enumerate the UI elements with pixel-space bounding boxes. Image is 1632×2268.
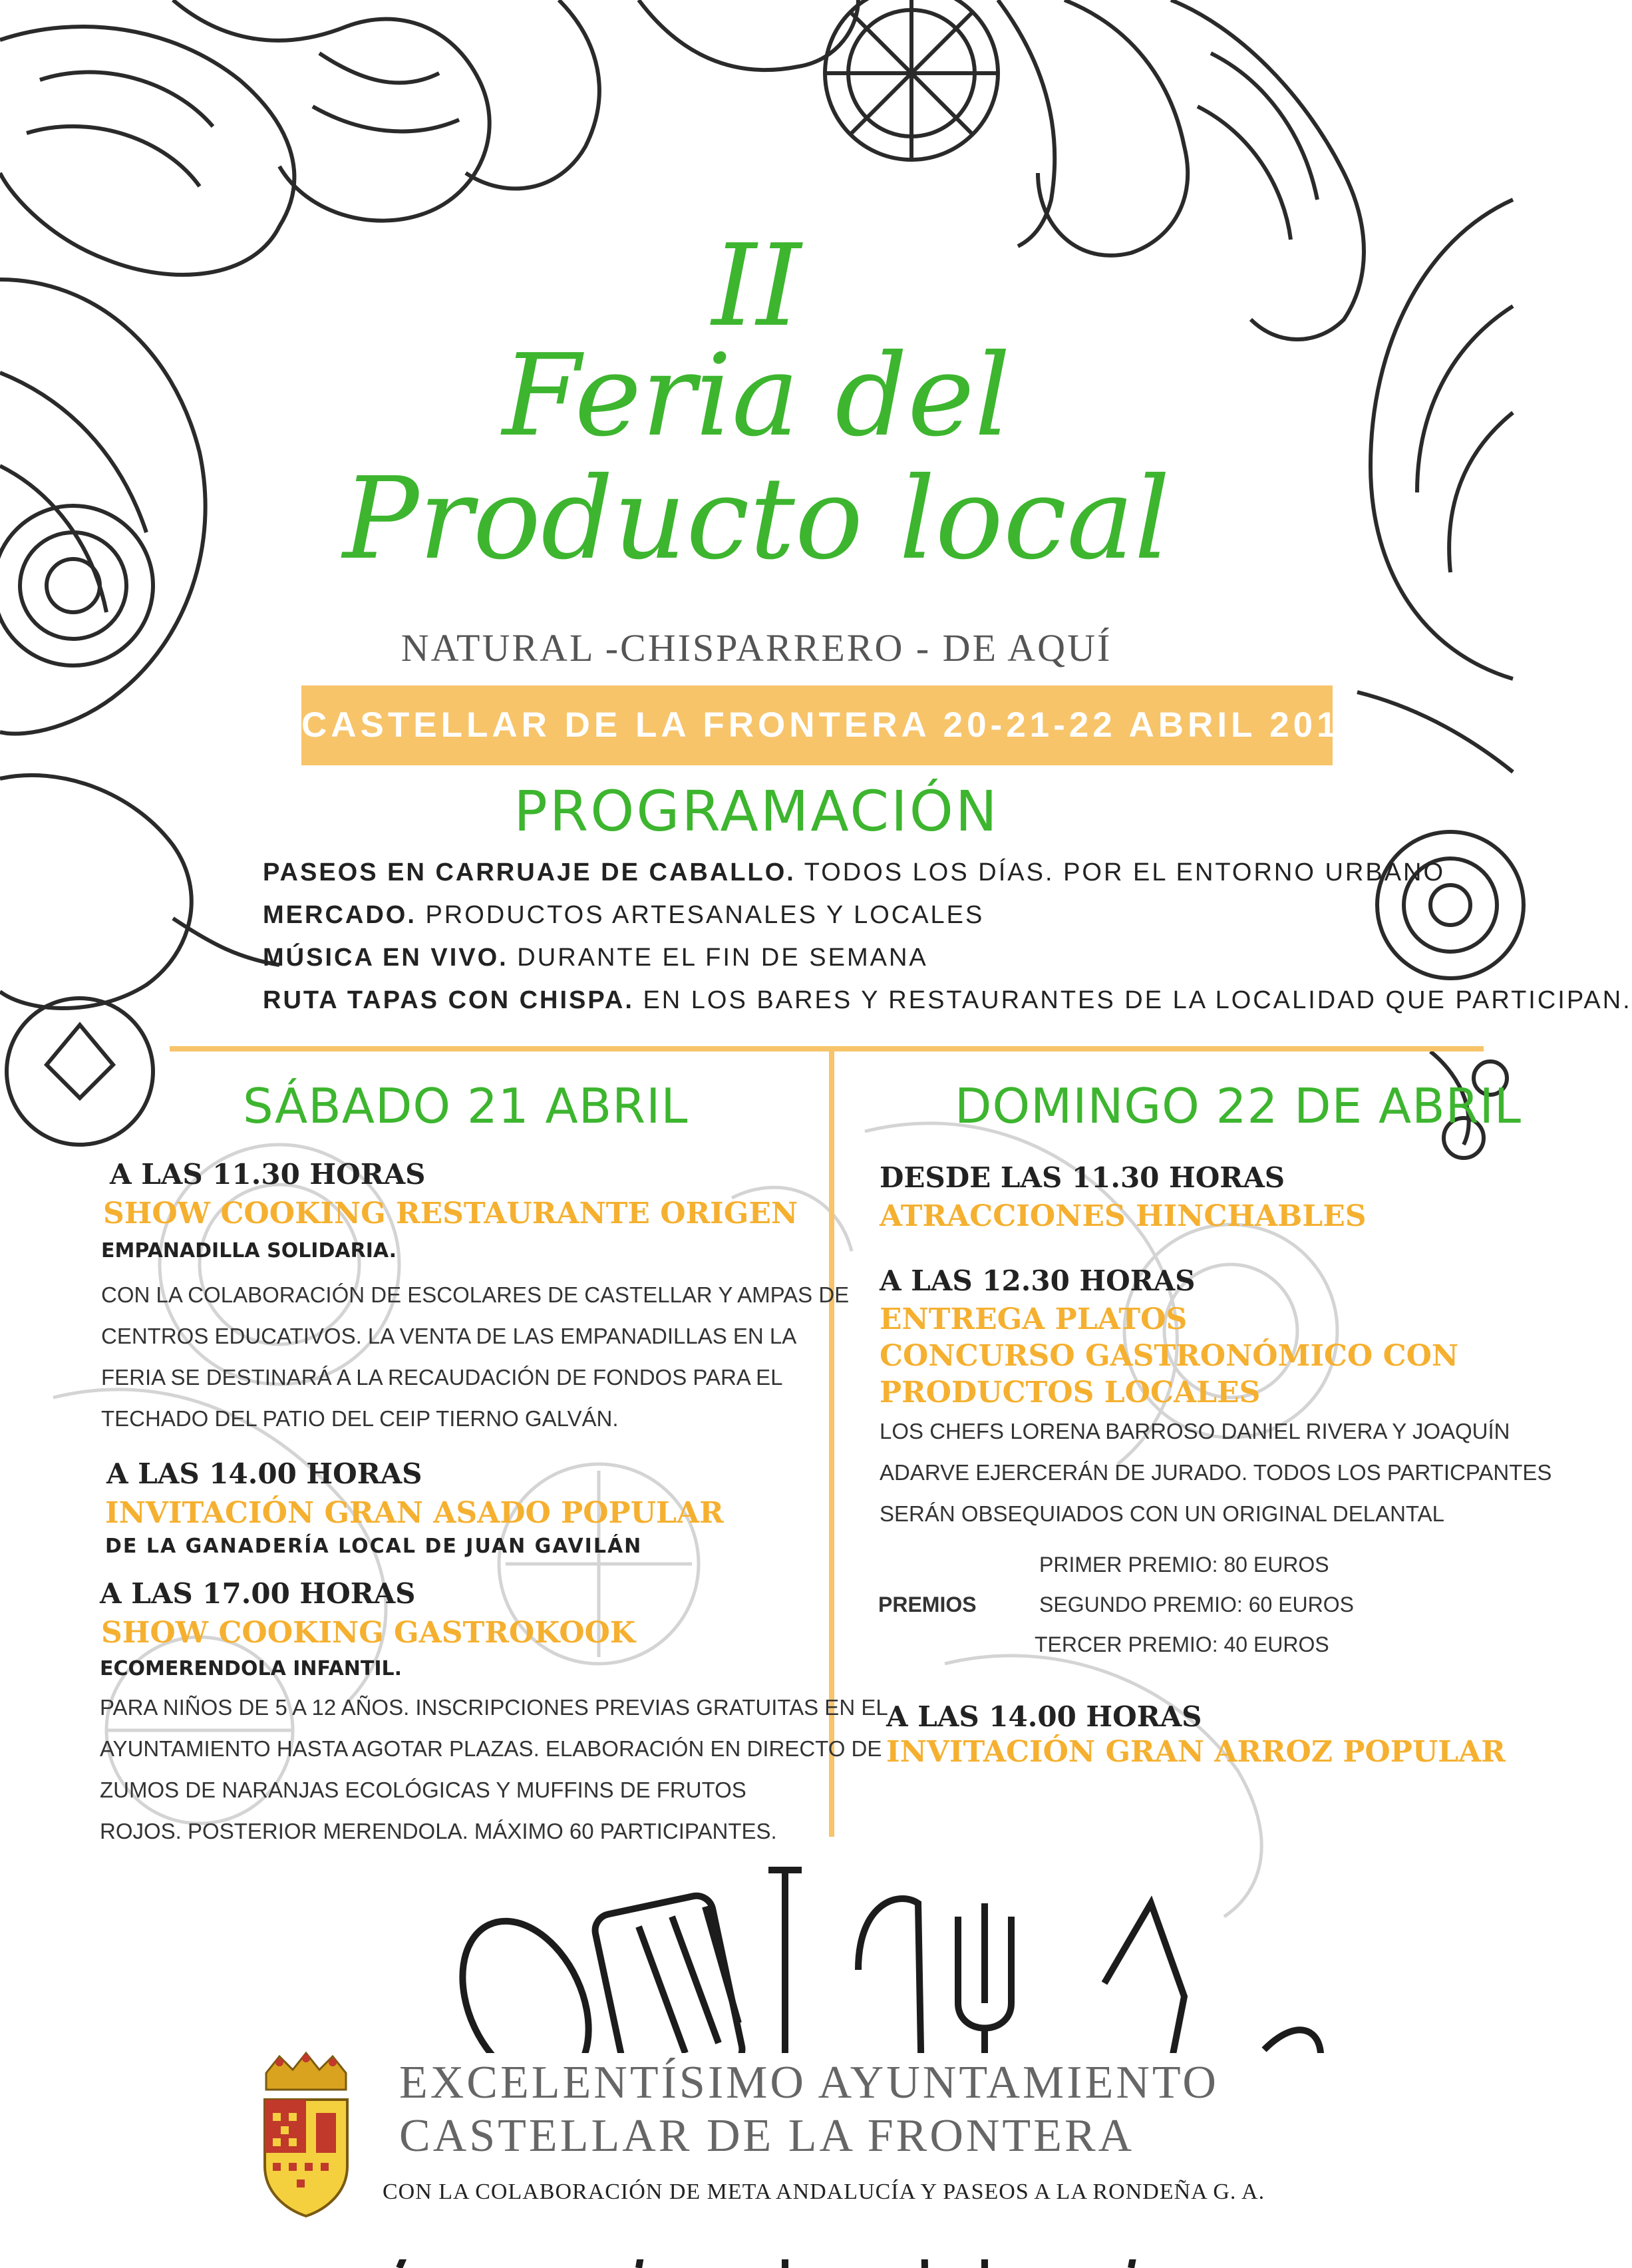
desc-line: AYUNTAMIENTO HASTA AGOTAR PLAZAS. ELABORACIÓN EN DIRECTO DE [100, 1736, 882, 1761]
schedule-top-divider [170, 1046, 1484, 1051]
prog-item-2-bold: MERCADO. [263, 901, 416, 929]
sat-event1-sub: EMPANADILLA SOLIDARIA. [101, 1239, 397, 1262]
desc-line: SERÁN OBSEQUIADOS CON UN ORIGINAL DELANTAL [880, 1501, 1445, 1526]
prog-item-4-bold: RUTA TAPAS CON CHISPA. [263, 986, 634, 1014]
title-line: ENTREGA PLATOS [880, 1302, 1188, 1336]
sun-event2-title [880, 1301, 1458, 1411]
title-line: CONCURSO GASTRONÓMICO CON [880, 1339, 1459, 1373]
prog-item-3 [263, 944, 928, 972]
edition-numeral: II [711, 220, 802, 352]
sun-event2-time: A LAS 12.30 HORAS [880, 1264, 1196, 1297]
footer-line1: EXCELENTÍSIMO AYUNTAMIENTO [399, 2057, 1219, 2108]
desc-line: ROJOS. POSTERIOR MERENDOLA. MÁXIMO 60 PARTICIPANTES. [100, 1819, 777, 1843]
prog-item-1-bold: PASEOS EN CARRUAJE DE CABALLO. [263, 858, 796, 886]
prog-item-1 [263, 858, 1445, 887]
date-banner-text: CASTELLAR DE LA FRONTERA 20-21-22 ABRIL 2018 [301, 705, 1365, 745]
prog-item-2 [263, 901, 984, 930]
prog-item-3-text: DURANTE EL FIN DE SEMANA [508, 944, 928, 972]
prog-item-1-text: TODOS LOS DÍAS. POR EL ENTORNO URBANO [795, 858, 1446, 886]
desc-line: LOS CHEFS LORENA BARROSO DANIEL RIVERA Y JOAQUÍN [880, 1419, 1510, 1443]
sat-event3-desc [100, 1687, 888, 1852]
desc-line: FERIA SE DESTINARÁ A LA RECAUDACIÓN DE FONDOS PARA EL [101, 1365, 783, 1390]
date-banner [301, 685, 1365, 765]
sat-event2-time: A LAS 14.00 HORAS [106, 1457, 422, 1490]
sat-event1-desc [101, 1274, 849, 1439]
title-line-2: Producto local [343, 453, 1170, 585]
sun-event3-title: INVITACIÓN GRAN ARROZ POPULAR [886, 1735, 1506, 1769]
sat-event2-sub: DE LA GANADERÍA LOCAL DE JUAN GAVILÁN [105, 1535, 643, 1558]
desc-line: PARA NIÑOS DE 5 A 12 AÑOS. INSCRIPCIONES PREVIAS GRATUITAS EN EL [100, 1695, 888, 1720]
prize-third: TERCER PREMIO: 40 EUROS [1035, 1632, 1329, 1656]
sat-event3-sub: ECOMERENDOLA INFANTIL. [100, 1657, 403, 1680]
sat-event1-title: SHOW COOKING RESTAURANTE ORIGEN [103, 1197, 798, 1230]
sat-event1-time: A LAS 11.30 HORAS [110, 1158, 426, 1191]
sat-event3-title: SHOW COOKING GASTROKOOK [101, 1616, 636, 1650]
saturday-heading: SÁBADO 21 ABRIL [243, 1078, 689, 1134]
sun-event2-desc [880, 1411, 1551, 1535]
desc-line: TECHADO DEL PATIO DEL CEIP TIERNO GALVÁN. [101, 1406, 619, 1431]
footer-line3: CON LA COLABORACIÓN DE META ANDALUCÍA Y PASEOS A LA RONDEÑA G. A. [383, 2179, 1265, 2204]
sunday-heading: DOMINGO 22 DE ABRIL [955, 1078, 1522, 1134]
desc-line: ADARVE EJERCERÁN DE JURADO. TODOS LOS PARTICPANTES [880, 1460, 1552, 1485]
title-line: PRODUCTOS LOCALES [880, 1376, 1261, 1410]
sun-event3-time: A LAS 14.00 HORAS [886, 1700, 1202, 1733]
sat-event3-time: A LAS 17.00 HORAS [100, 1577, 416, 1610]
desc-line: CENTROS EDUCATIVOS. LA VENTA DE LAS EMPANADILLAS EN LA [101, 1324, 797, 1348]
prog-item-4-text: EN LOS BARES Y RESTAURANTES DE LA LOCALIDAD QUE PARTICIPAN. [633, 986, 1632, 1014]
title-line-1: Feria del [502, 330, 1011, 462]
sun-event1-time: DESDE LAS 11.30 HORAS [880, 1161, 1285, 1194]
prize-second: SEGUNDO PREMIO: 60 EUROS [1039, 1593, 1354, 1616]
prog-item-3-bold: MÚSICA EN VIVO. [263, 944, 508, 972]
sun-event1-title: ATRACCIONES HINCHABLES [880, 1199, 1367, 1233]
coat-of-arms-icon [253, 2053, 359, 2219]
programacion-heading: PROGRAMACIÓN [514, 779, 999, 844]
footer-line2: CASTELLAR DE LA FRONTERA [399, 2110, 1135, 2162]
desc-line: CON LA COLABORACIÓN DE ESCOLARES DE CASTELLAR Y AMPAS DE [101, 1282, 850, 1307]
desc-line: ZUMOS DE NARANJAS ECOLÓGICAS Y MUFFINS DE FRUTOS [100, 1778, 746, 1802]
prize-first: PRIMER PREMIO: 80 EUROS [1039, 1553, 1329, 1577]
tagline: NATURAL -CHISPARRERO - DE AQUÍ [401, 626, 1112, 669]
prizes-label: PREMIOS [878, 1593, 977, 1616]
sat-event2-title: INVITACIÓN GRAN ASADO POPULAR [105, 1496, 724, 1530]
prog-item-2-text: PRODUCTOS ARTESANALES Y LOCALES [416, 901, 985, 929]
prog-item-4 [263, 986, 1632, 1015]
